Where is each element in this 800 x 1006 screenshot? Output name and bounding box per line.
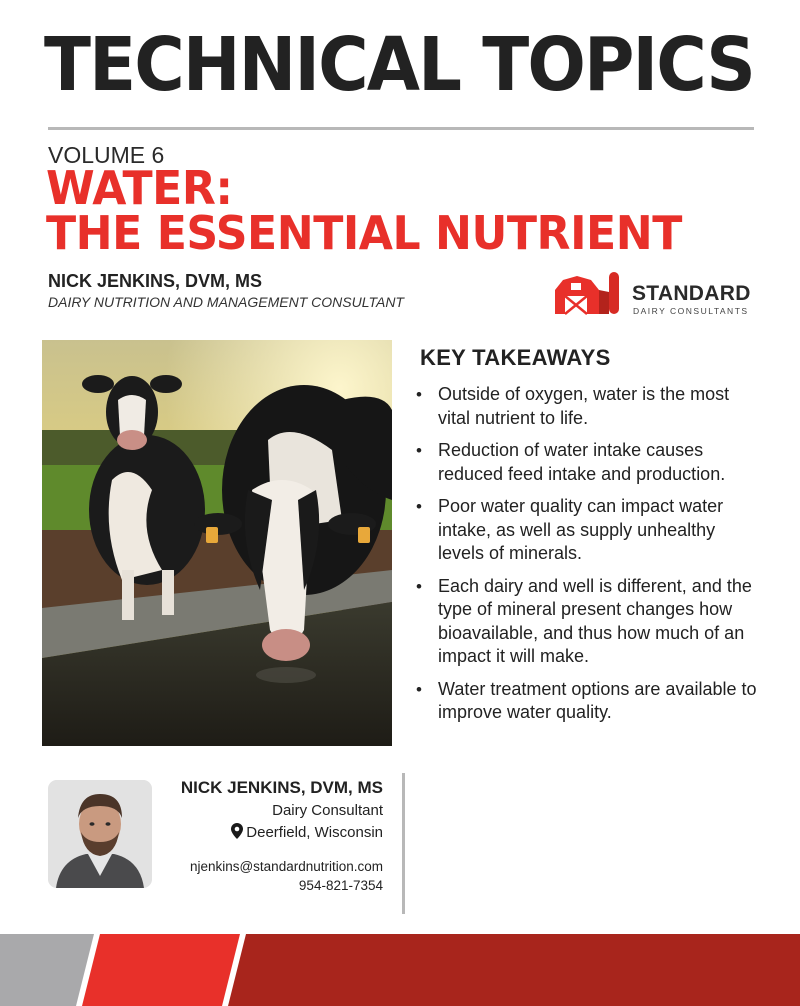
header-divider [48,127,754,130]
contact-card [160,776,383,895]
contact-email[interactable]: njenkins@standardnutrition.com [189,859,383,874]
volume-label: VOLUME 6 [48,142,165,168]
contact-title: Dairy Consultant [272,802,383,819]
footer-stripes [0,934,800,1006]
key-takeaways-heading: KEY TAKEAWAYS [420,345,611,370]
author-name: NICK JENKINS, DVM, MS [48,271,263,291]
takeaway-item: • Each dairy and well is different, and the type of mineral present changes how bioavailable, and thus how much of an impact it will make. [414,575,759,669]
contact-location [160,822,383,844]
contact-location-text: Deerfield, Wisconsin [246,824,383,841]
brand-logo [553,268,753,316]
contact-name: NICK JENKINS, DVM, MS [180,778,383,797]
article-title-line-1: WATER: [46,161,233,215]
author-role: DAIRY NUTRITION AND MANAGEMENT CONSULTANT [48,294,404,310]
map-pin-icon [231,823,243,839]
key-takeaways-list [414,383,759,734]
author-headshot [48,780,152,888]
brand-name: STANDARD [632,282,751,305]
masthead-title: TECHNICAL TOPICS [44,22,754,108]
takeaway-item: • Reduction of water intake causes reduced feed intake and production. [414,439,759,486]
brand-tagline: DAIRY CONSULTANTS [633,306,749,316]
contact-phone[interactable]: 954-821-7354 [298,878,383,893]
contact-divider [402,773,405,914]
takeaway-item: • Water treatment options are available to improve water quality. [414,678,759,725]
cows-drinking-water-photo [42,340,392,746]
takeaway-item: • Poor water quality can impact water intake, as well as supply unhealthy levels of minerals. [414,495,759,566]
takeaway-item: • Outside of oxygen, water is the most vital nutrient to life. [414,383,759,430]
article-title-line-2: THE ESSENTIAL NUTRIENT [46,206,682,260]
red-barn-icon [553,268,625,316]
article-title [46,161,737,260]
